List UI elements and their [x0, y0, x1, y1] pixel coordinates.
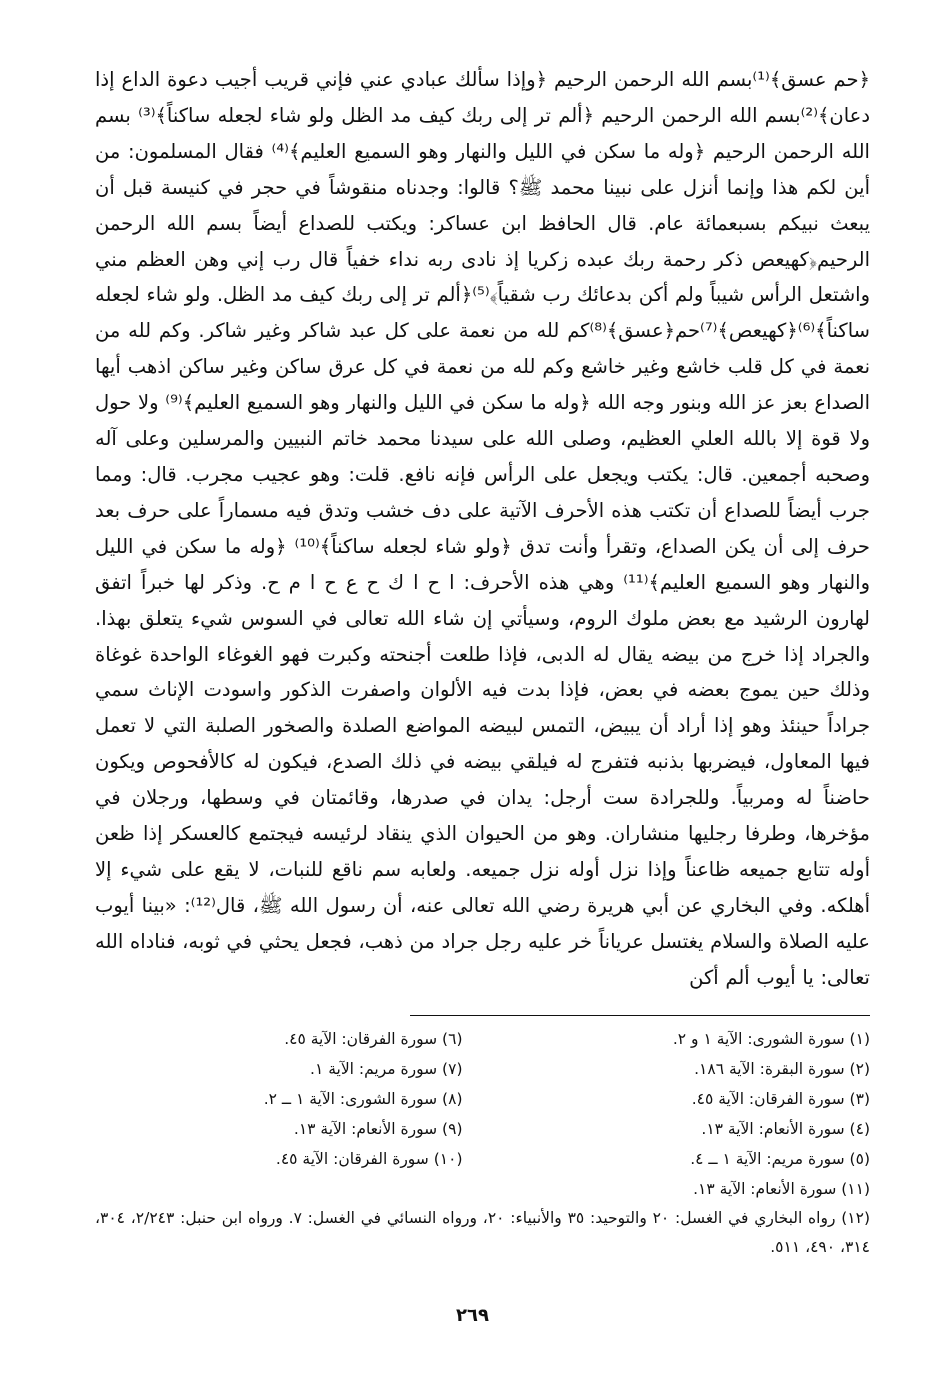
footnote-7: (٧) سورة مريم: الآية ١. — [310, 1060, 463, 1078]
footnote-3: (٣) سورة الفرقان: الآية ٤٥. — [691, 1090, 870, 1108]
footnote-1: (١) سورة الشورى: الآية ١ و ٢. — [672, 1030, 870, 1048]
footnote-6: (٦) سورة الفرقان: الآية ٤٥. — [284, 1030, 463, 1048]
page-number: ٢٦٩ — [456, 1305, 489, 1326]
footnotes-grid — [95, 1024, 870, 1204]
footnote-12: (١٢) رواه البخاري في الغسل: ٢٠ والتوحيد: ٣٥ والأنبياء: ٢٠، ورواه النسائي في الغسل: ٧. ورواه ابن حنبل: ٢/٢٤٣، ٣٠٤، ٣١٤، ٤٩٠، ٥١١. — [95, 1209, 871, 1256]
footnote-4: (٤) سورة الأنعام: الآية ١٣. — [701, 1120, 870, 1138]
footnote-empty — [95, 1174, 463, 1204]
footnote-5: (٥) سورة مريم: الآية ١ ــ ٤. — [690, 1150, 870, 1168]
footnote-8: (٨) سورة الشورى: الآية ١ ــ ٢. — [263, 1090, 463, 1108]
footnote-2: (٢) سورة البقرة: الآية ١٨٦. — [694, 1060, 870, 1078]
body-paragraph: ﴿حم عسق﴾⁽¹⁾بسم الله الرحمن الرحيم ﴿وإذا سألك عبادي عني فإني قريب أجيب دعوة الداع إذا دعان﴾⁽²⁾بسم الله الرحمن الرحيم ﴿ألم تر إلى ربك كيف مد الظل ولو شاء لجعله ساكناً﴾⁽³⁾ بسم الله الرحمن الرحيم ﴿وله ما سكن في الليل والنهار وهو السميع العليم﴾⁽⁴⁾ فقال المسلمون: من أين لكم هذا وإنما أنزل على نبينا محمد ﷺ؟ قالوا: وجدناه منقوشاً في حجر في كنيسة قبل أن يبعث نبيكم بسبعمائة عام. قال الحافظ ابن عساكر: ويكتب للصداع أيضاً بسم الله الرحمن الرحيم﴿كهيعص ذكر رحمة ربك عبده زكريا إذ نادى ربه نداء خفياً قال رب إني وهن العظم مني واشتعل الرأس شيباً ولم أكن بدعائك رب شقياً﴾⁽⁵⁾﴿ألم تر إلى ربك كيف مد الظل. ولو شاء لجعله ساكناً﴾⁽⁶⁾﴿كهيعص﴾⁽⁷⁾حم﴿عسق﴾⁽⁸⁾كم لله من نعمة على كل عبد شاكر وغير شاكر. وكم لله من نعمة في كل قلب خاشع وغير خاشع وكم لله من نعمة في كل عرق ساكن وغير ساكن اذهب أيها الصداع بعز عز الله وبنور وجه الله ﴿وله ما سكن في الليل والنهار وهو السميع العليم﴾⁽⁹⁾ ولا حول ولا قوة إلا بالله العلي العظيم، وصلى الله على سيدنا محمد خاتم النبيين والمرسلين وعلى آله وصحبه أجمعين. قال: يكتب ويجعل على الرأس فإنه نافع. قلت: وهو عجيب مجرب. قال: ومما جرب أيضاً للصداع أن تكتب هذه الأحرف الآتية على دف خشب وتدق فيه مسماراً على حرف بعد حرف إلى أن يكن الصداع، وتقرأ وأنت تدق ﴿ولو شاء لجعله ساكناً﴾⁽¹⁰⁾ ﴿وله ما سكن في الليل والنهار وهو السميع العليم﴾⁽¹¹⁾ وهي هذه الأحرف: ا ح ا ك ح ع ح ا م ح. وذكر لها خبراً اتفق لهارون الرشيد مع بعض ملوك الروم، وسيأتي إن شاء الله تعالى في السوس شيء يتعلق بهذا. والجراد إذا خرج من بيضه يقال له الدبى، فإذا طلعت أجنحته وكبرت فهو الغوغاء الواحدة غوغاة وذلك حين يموج بعضه في بعض، فإذا بدت فيه الألوان واصفرت الذكور واسودت الإناث سمي جراداً حينئذ وهو إذا أراد أن يبيض، التمس لبيضه المواضع الصلدة والصخور الصلبة التي لا تعمل فيها المعاول، فيضربها بذنبه فتفرج له فيلقي بيضه في ذلك الصدع، فيكون له كالأفحوص ويكون حاضناً له ومربياً. وللجرادة ست أرجل: يدان في صدرها، وقائمتان في وسطها، ورجلان في مؤخرها، وطرفا رجليها منشاران. وهو من الحيوان الذي ينقاد لرئيسه فيجتمع كالعسكر إذا ظعن أوله تتابع جميعه ظاعناً وإذا نزل أوله نزل جميعه. ولعابه سم ناقع للنبات، لا يقع على شيء إلا أهلكه. وفي البخاري عن أبي هريرة رضي الله تعالى عنه، أن رسول الله ﷺ، قال⁽¹²⁾: «بينا أيوب عليه الصلاة والسلام يغتسل عرياناً خر عليه رجل جراد من ذهب، فجعل يحثي في ثوبه، فناداه الله تعالى: يا أيوب ألم أكن — [95, 68, 871, 989]
footnote-9: (٩) سورة الأنعام: الآية ١٣. — [293, 1120, 463, 1138]
footnote-divider — [410, 1015, 870, 1016]
footnote-10: (١٠) سورة الفرقان: الآية ٤٥. — [275, 1150, 463, 1168]
main-text-block — [95, 62, 870, 996]
footnotes — [95, 1024, 870, 1262]
footnote-11: (١١) سورة الأنعام: الآية ١٣. — [693, 1180, 870, 1198]
